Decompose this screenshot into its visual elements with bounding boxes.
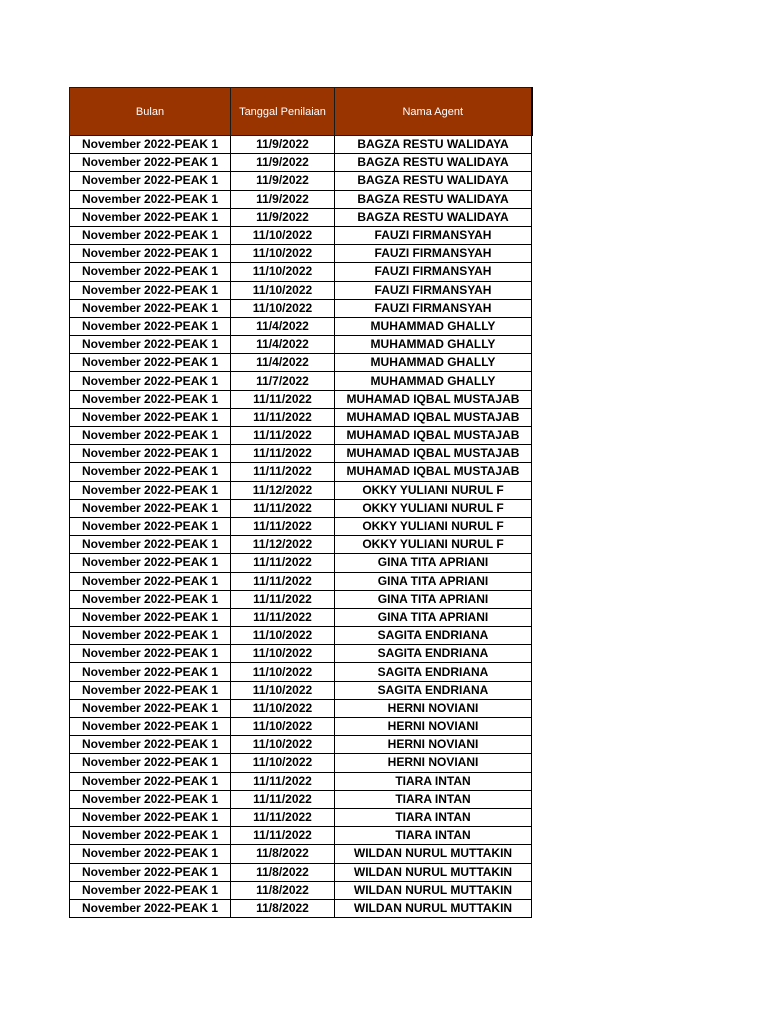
cell-nama-agent[interactable]: HERNI NOVIANI <box>335 699 532 717</box>
header-row <box>70 88 532 136</box>
cell-tanggal-penilaian[interactable]: 11/10/2022 <box>231 245 335 263</box>
cell-bulan[interactable]: November 2022-PEAK 1 <box>70 645 231 663</box>
cell-bulan[interactable]: November 2022-PEAK 1 <box>70 754 231 772</box>
cell-nama-agent[interactable]: WILDAN NURUL MUTTAKIN <box>335 899 532 917</box>
table-row <box>70 627 532 645</box>
table-row <box>70 463 532 481</box>
table-row <box>70 681 532 699</box>
cell-tanggal-penilaian[interactable]: 11/10/2022 <box>231 299 335 317</box>
table-row <box>70 699 532 717</box>
table-row <box>70 481 532 499</box>
cell-nama-agent[interactable]: TIARA INTAN <box>335 827 532 845</box>
cell-bulan[interactable]: November 2022-PEAK 1 <box>70 263 231 281</box>
table-row <box>70 536 532 554</box>
cell-bulan[interactable]: November 2022-PEAK 1 <box>70 699 231 717</box>
table-row <box>70 190 532 208</box>
cell-bulan[interactable]: November 2022-PEAK 1 <box>70 354 231 372</box>
cell-nama-agent[interactable]: SAGITA ENDRIANA <box>335 663 532 681</box>
table-row <box>70 754 532 772</box>
table-row <box>70 845 532 863</box>
cell-bulan[interactable]: November 2022-PEAK 1 <box>70 390 231 408</box>
cell-tanggal-penilaian[interactable]: 11/11/2022 <box>231 827 335 845</box>
cell-tanggal-penilaian[interactable]: 11/10/2022 <box>231 627 335 645</box>
table-row <box>70 663 532 681</box>
cell-nama-agent[interactable]: OKKY YULIANI NURUL F <box>335 481 532 499</box>
cell-nama-agent[interactable]: SAGITA ENDRIANA <box>335 627 532 645</box>
cell-tanggal-penilaian[interactable]: 11/10/2022 <box>231 681 335 699</box>
table-row <box>70 881 532 899</box>
cell-nama-agent[interactable]: MUHAMAD IQBAL MUSTAJAB <box>335 445 532 463</box>
cell-tanggal-penilaian[interactable]: 11/12/2022 <box>231 481 335 499</box>
cell-bulan[interactable]: November 2022-PEAK 1 <box>70 899 231 917</box>
cell-tanggal-penilaian[interactable]: 11/11/2022 <box>231 517 335 535</box>
table-row <box>70 336 532 354</box>
cell-nama-agent[interactable]: FAUZI FIRMANSYAH <box>335 281 532 299</box>
cell-nama-agent[interactable]: WILDAN NURUL MUTTAKIN <box>335 845 532 863</box>
cell-tanggal-penilaian[interactable]: 11/9/2022 <box>231 154 335 172</box>
cell-nama-agent[interactable]: TIARA INTAN <box>335 772 532 790</box>
cell-tanggal-penilaian[interactable]: 11/4/2022 <box>231 354 335 372</box>
table-row <box>70 499 532 517</box>
cell-bulan[interactable]: November 2022-PEAK 1 <box>70 627 231 645</box>
cell-nama-agent[interactable]: OKKY YULIANI NURUL F <box>335 517 532 535</box>
cell-bulan[interactable]: November 2022-PEAK 1 <box>70 445 231 463</box>
cell-nama-agent[interactable]: GINA TITA APRIANI <box>335 590 532 608</box>
cell-bulan[interactable]: November 2022-PEAK 1 <box>70 827 231 845</box>
cell-bulan[interactable]: November 2022-PEAK 1 <box>70 281 231 299</box>
cell-bulan[interactable]: November 2022-PEAK 1 <box>70 427 231 445</box>
cell-tanggal-penilaian[interactable]: 11/10/2022 <box>231 699 335 717</box>
cell-bulan[interactable]: November 2022-PEAK 1 <box>70 136 231 154</box>
cell-nama-agent[interactable]: GINA TITA APRIANI <box>335 608 532 626</box>
cell-tanggal-penilaian[interactable]: 11/10/2022 <box>231 226 335 244</box>
cell-tanggal-penilaian[interactable]: 11/11/2022 <box>231 463 335 481</box>
cell-tanggal-penilaian[interactable]: 11/11/2022 <box>231 590 335 608</box>
table-row <box>70 718 532 736</box>
cell-bulan[interactable]: November 2022-PEAK 1 <box>70 226 231 244</box>
table-row <box>70 408 532 426</box>
cell-tanggal-penilaian[interactable]: 11/11/2022 <box>231 554 335 572</box>
table-row <box>70 590 532 608</box>
table-body <box>70 136 532 918</box>
table-row <box>70 445 532 463</box>
cell-nama-agent[interactable]: TIARA INTAN <box>335 790 532 808</box>
cell-tanggal-penilaian[interactable]: 11/11/2022 <box>231 772 335 790</box>
agent-assessment-table <box>69 87 533 918</box>
cell-bulan[interactable]: November 2022-PEAK 1 <box>70 517 231 535</box>
cell-nama-agent[interactable]: SAGITA ENDRIANA <box>335 645 532 663</box>
cell-bulan[interactable]: November 2022-PEAK 1 <box>70 317 231 335</box>
header-tanggal-penilaian[interactable]: Tanggal Penilaian <box>231 88 335 136</box>
cell-tanggal-penilaian[interactable]: 11/8/2022 <box>231 845 335 863</box>
table-row <box>70 281 532 299</box>
table-row <box>70 390 532 408</box>
cell-nama-agent[interactable]: GINA TITA APRIANI <box>335 554 532 572</box>
cell-bulan[interactable]: November 2022-PEAK 1 <box>70 499 231 517</box>
header-bulan[interactable]: Bulan <box>70 88 231 136</box>
table-header <box>70 88 532 136</box>
cell-tanggal-penilaian[interactable]: 11/8/2022 <box>231 881 335 899</box>
cell-tanggal-penilaian[interactable]: 11/9/2022 <box>231 208 335 226</box>
cell-nama-agent[interactable]: MUHAMAD IQBAL MUSTAJAB <box>335 390 532 408</box>
cell-tanggal-penilaian[interactable]: 11/8/2022 <box>231 899 335 917</box>
cell-tanggal-penilaian[interactable]: 11/11/2022 <box>231 608 335 626</box>
cell-bulan[interactable]: November 2022-PEAK 1 <box>70 863 231 881</box>
cell-tanggal-penilaian[interactable]: 11/9/2022 <box>231 172 335 190</box>
cell-nama-agent[interactable]: FAUZI FIRMANSYAH <box>335 263 532 281</box>
cell-bulan[interactable]: November 2022-PEAK 1 <box>70 408 231 426</box>
table-row <box>70 899 532 917</box>
cell-bulan[interactable]: November 2022-PEAK 1 <box>70 608 231 626</box>
cell-nama-agent[interactable]: BAGZA RESTU WALIDAYA <box>335 190 532 208</box>
cell-nama-agent[interactable]: OKKY YULIANI NURUL F <box>335 499 532 517</box>
cell-tanggal-penilaian[interactable]: 11/4/2022 <box>231 336 335 354</box>
cell-nama-agent[interactable]: MUHAMMAD GHALLY <box>335 336 532 354</box>
table-row <box>70 372 532 390</box>
table-row <box>70 208 532 226</box>
cell-tanggal-penilaian[interactable]: 11/9/2022 <box>231 136 335 154</box>
cell-tanggal-penilaian[interactable]: 11/11/2022 <box>231 408 335 426</box>
cell-bulan[interactable]: November 2022-PEAK 1 <box>70 663 231 681</box>
cell-bulan[interactable]: November 2022-PEAK 1 <box>70 245 231 263</box>
cell-nama-agent[interactable]: MUHAMMAD GHALLY <box>335 372 532 390</box>
cell-tanggal-penilaian[interactable]: 11/10/2022 <box>231 263 335 281</box>
cell-bulan[interactable]: November 2022-PEAK 1 <box>70 845 231 863</box>
cell-nama-agent[interactable]: SAGITA ENDRIANA <box>335 681 532 699</box>
cell-tanggal-penilaian[interactable]: 11/11/2022 <box>231 499 335 517</box>
cell-nama-agent[interactable]: OKKY YULIANI NURUL F <box>335 536 532 554</box>
cell-bulan[interactable]: November 2022-PEAK 1 <box>70 463 231 481</box>
cell-tanggal-penilaian[interactable]: 11/8/2022 <box>231 863 335 881</box>
cell-bulan[interactable]: November 2022-PEAK 1 <box>70 681 231 699</box>
cell-nama-agent[interactable]: WILDAN NURUL MUTTAKIN <box>335 881 532 899</box>
cell-bulan[interactable]: November 2022-PEAK 1 <box>70 808 231 826</box>
table-row <box>70 808 532 826</box>
cell-nama-agent[interactable]: BAGZA RESTU WALIDAYA <box>335 154 532 172</box>
cell-tanggal-penilaian[interactable]: 11/10/2022 <box>231 663 335 681</box>
cell-nama-agent[interactable]: HERNI NOVIANI <box>335 736 532 754</box>
cell-bulan[interactable]: November 2022-PEAK 1 <box>70 572 231 590</box>
cell-tanggal-penilaian[interactable]: 11/7/2022 <box>231 372 335 390</box>
table-row <box>70 245 532 263</box>
cell-nama-agent[interactable]: FAUZI FIRMANSYAH <box>335 299 532 317</box>
table-row <box>70 736 532 754</box>
cell-bulan[interactable]: November 2022-PEAK 1 <box>70 554 231 572</box>
table-row <box>70 554 532 572</box>
cell-bulan[interactable]: November 2022-PEAK 1 <box>70 172 231 190</box>
cell-tanggal-penilaian[interactable]: 11/11/2022 <box>231 572 335 590</box>
cell-tanggal-penilaian[interactable]: 11/12/2022 <box>231 536 335 554</box>
table-row <box>70 427 532 445</box>
cell-tanggal-penilaian[interactable]: 11/11/2022 <box>231 390 335 408</box>
table-row <box>70 299 532 317</box>
cell-nama-agent[interactable]: MUHAMAD IQBAL MUSTAJAB <box>335 427 532 445</box>
table-row <box>70 317 532 335</box>
cell-tanggal-penilaian[interactable]: 11/11/2022 <box>231 808 335 826</box>
cell-nama-agent[interactable]: MUHAMAD IQBAL MUSTAJAB <box>335 408 532 426</box>
cell-tanggal-penilaian[interactable]: 11/10/2022 <box>231 736 335 754</box>
table-row <box>70 863 532 881</box>
cell-tanggal-penilaian[interactable]: 11/11/2022 <box>231 445 335 463</box>
cell-bulan[interactable]: November 2022-PEAK 1 <box>70 736 231 754</box>
cell-bulan[interactable]: November 2022-PEAK 1 <box>70 881 231 899</box>
cell-nama-agent[interactable]: HERNI NOVIANI <box>335 754 532 772</box>
cell-bulan[interactable]: November 2022-PEAK 1 <box>70 190 231 208</box>
cell-bulan[interactable]: November 2022-PEAK 1 <box>70 481 231 499</box>
cell-nama-agent[interactable]: TIARA INTAN <box>335 808 532 826</box>
cell-nama-agent[interactable]: HERNI NOVIANI <box>335 718 532 736</box>
table-row <box>70 790 532 808</box>
cell-nama-agent[interactable]: WILDAN NURUL MUTTAKIN <box>335 863 532 881</box>
cell-tanggal-penilaian[interactable]: 11/10/2022 <box>231 754 335 772</box>
table-row <box>70 226 532 244</box>
cell-nama-agent[interactable]: MUHAMAD IQBAL MUSTAJAB <box>335 463 532 481</box>
cell-bulan[interactable]: November 2022-PEAK 1 <box>70 154 231 172</box>
cell-bulan[interactable]: November 2022-PEAK 1 <box>70 336 231 354</box>
cell-nama-agent[interactable]: MUHAMMAD GHALLY <box>335 354 532 372</box>
cell-bulan[interactable]: November 2022-PEAK 1 <box>70 372 231 390</box>
cell-bulan[interactable]: November 2022-PEAK 1 <box>70 790 231 808</box>
cell-bulan[interactable]: November 2022-PEAK 1 <box>70 536 231 554</box>
table-row <box>70 772 532 790</box>
cell-tanggal-penilaian[interactable]: 11/10/2022 <box>231 718 335 736</box>
table-row <box>70 154 532 172</box>
cell-nama-agent[interactable]: MUHAMMAD GHALLY <box>335 317 532 335</box>
table-row <box>70 172 532 190</box>
table-row <box>70 517 532 535</box>
cell-tanggal-penilaian[interactable]: 11/11/2022 <box>231 790 335 808</box>
table-row <box>70 263 532 281</box>
cell-bulan[interactable]: November 2022-PEAK 1 <box>70 208 231 226</box>
cell-nama-agent[interactable]: BAGZA RESTU WALIDAYA <box>335 136 532 154</box>
header-nama-agent[interactable]: Nama Agent <box>335 88 532 136</box>
table-row <box>70 354 532 372</box>
cell-nama-agent[interactable]: BAGZA RESTU WALIDAYA <box>335 172 532 190</box>
cell-tanggal-penilaian[interactable]: 11/10/2022 <box>231 281 335 299</box>
table-row <box>70 608 532 626</box>
cell-bulan[interactable]: November 2022-PEAK 1 <box>70 772 231 790</box>
cell-tanggal-penilaian[interactable]: 11/10/2022 <box>231 645 335 663</box>
cell-tanggal-penilaian[interactable]: 11/9/2022 <box>231 190 335 208</box>
table-row <box>70 572 532 590</box>
cell-bulan[interactable]: November 2022-PEAK 1 <box>70 718 231 736</box>
cell-bulan[interactable]: November 2022-PEAK 1 <box>70 299 231 317</box>
cell-nama-agent[interactable]: GINA TITA APRIANI <box>335 572 532 590</box>
table-row <box>70 136 532 154</box>
table-row <box>70 827 532 845</box>
cell-bulan[interactable]: November 2022-PEAK 1 <box>70 590 231 608</box>
cell-nama-agent[interactable]: FAUZI FIRMANSYAH <box>335 245 532 263</box>
table-row <box>70 645 532 663</box>
cell-tanggal-penilaian[interactable]: 11/11/2022 <box>231 427 335 445</box>
cell-nama-agent[interactable]: BAGZA RESTU WALIDAYA <box>335 208 532 226</box>
cell-tanggal-penilaian[interactable]: 11/4/2022 <box>231 317 335 335</box>
cell-nama-agent[interactable]: FAUZI FIRMANSYAH <box>335 226 532 244</box>
